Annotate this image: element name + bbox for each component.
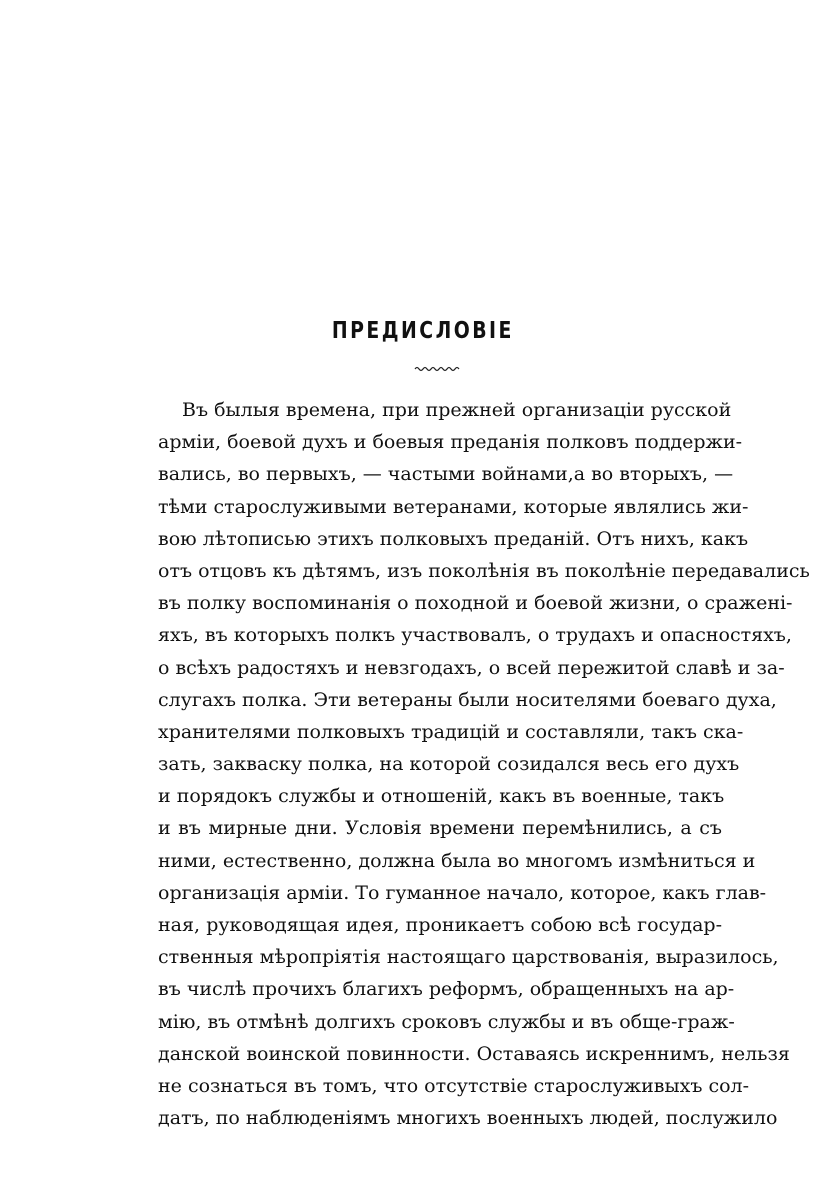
- text-line: въ полку воспоминанія о походной и боевой жизни, о сраженi-: [158, 592, 793, 615]
- text-line: о всѣхъ радостяхъ и невзгодахъ, о всей пережитой славѣ и за-: [158, 656, 785, 679]
- text-line: ная, руководящая идея, проникаетъ собою всѣ государ-: [158, 914, 722, 936]
- text-line: вою лѣтописью этихъ полковыхъ преданій. Отъ нихъ, какъ: [158, 527, 749, 550]
- text-line: въ числѣ прочихъ благихъ реформъ, обращенныхъ на ар-: [158, 978, 735, 1001]
- text-line: и порядокъ службы и отношеній, какъ въ военные, такъ: [158, 785, 725, 808]
- text-line: тѣми старослуживыми ветеранами, которые являлись жи-: [158, 495, 749, 518]
- ornament-divider-icon: [414, 364, 460, 374]
- page-title: ПРЕДИСЛОВІЕ: [331, 318, 514, 344]
- text-line: хранителями полковыхъ традицій и составляли, такъ ска-: [158, 720, 744, 743]
- text-line: арміи, боевой духъ и боевыя преданія полковъ поддержи-: [158, 431, 743, 454]
- text-line: мію, въ отмѣнѣ долгихъ сроковъ службы и въ обще-граж-: [158, 1010, 735, 1033]
- text-line: и въ мирные дни. Условія времени перемѣнились, а съ: [158, 817, 722, 840]
- text-line: ними, естественно, должна была во многомъ измѣниться и: [158, 849, 756, 872]
- text-line: организація арміи. То гуманное начало, которое, какъ глав-: [158, 881, 767, 904]
- text-line: слугахъ полка. Эти ветераны были носителями боеваго духа,: [158, 688, 777, 711]
- text-line: данской воинской повинности. Оставаясь искреннимъ, нельзя: [158, 1042, 790, 1065]
- text-line: вались, во первыхъ, — частыми войнами,а во вторыхъ, —: [158, 463, 734, 486]
- text-line: зать, закваску полка, на которой созидался весь его духъ: [158, 753, 740, 776]
- preface-body: [158, 394, 810, 1134]
- text-line: ственныя мѣропріятія настоящаго царствованія, выразилось,: [158, 946, 779, 969]
- text-line: датъ, по наблюденіямъ многихъ военныхъ людей, послужило: [158, 1107, 778, 1130]
- text-line: отъ отцовъ къ дѣтямъ, изъ поколѣнія въ поколѣніе передавались: [158, 559, 810, 582]
- text-line: не сознаться въ томъ, что отсутствіе старослуживыхъ сол-: [158, 1074, 750, 1097]
- text-line: Въ былыя времена, при прежней организаціи русской: [182, 399, 732, 421]
- text-line: яхъ, въ которыхъ полкъ участвовалъ, о трудахъ и опасностяхъ,: [158, 624, 792, 647]
